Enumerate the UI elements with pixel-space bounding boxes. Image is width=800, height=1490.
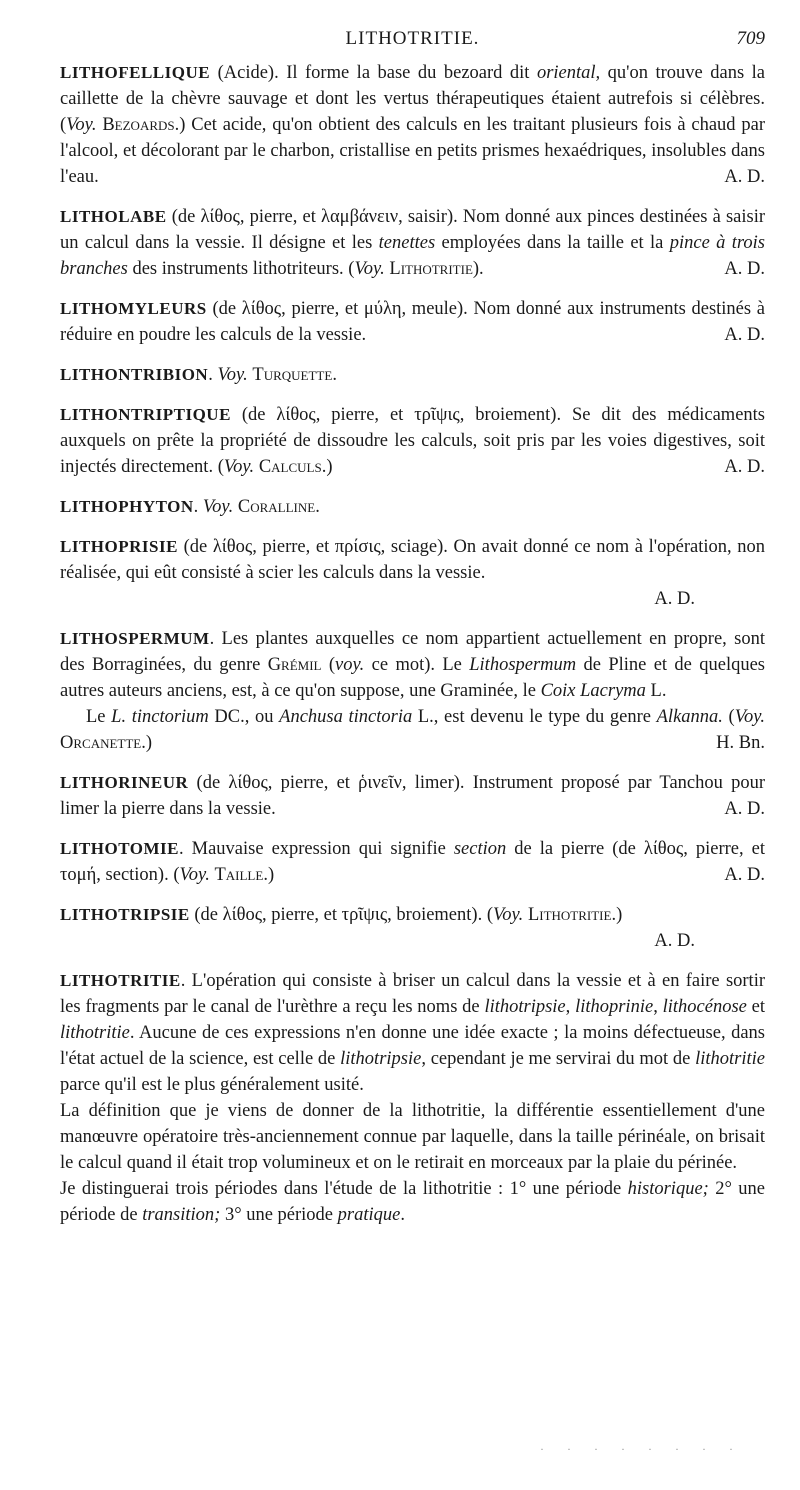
headword: LITHOMYLEURS: [60, 299, 207, 318]
entry-lithotomie: LITHOTOMIE. Mauvaise expression qui signifie section de la pierre (de λίθος, pierre, et τομή, section). (Voy. Taille.) A. D.: [60, 836, 765, 888]
author-signature: A. D.: [724, 325, 765, 345]
headword: LITHOPRISIE: [60, 537, 178, 556]
entry-lithomyleurs: LITHOMYLEURS (de λίθος, pierre, et μύλη, meule). Nom donné aux instruments destinés à réduire en poudre les calculs de la vessie. A. D.: [60, 296, 765, 348]
cross-reference: Lithotritie: [527, 905, 612, 925]
headword: LITHOTRIPSIE: [60, 905, 190, 924]
headword: LITHOTRITIE: [60, 971, 181, 990]
headword: LITHOTOMIE: [60, 839, 179, 858]
author-signature: A. D.: [724, 259, 765, 279]
author-signature: A. D.: [724, 457, 765, 477]
author-signature: A. D.: [724, 799, 765, 819]
entry-lithotripsie: LITHOTRIPSIE (de λίθος, pierre, et τρῖψις, broiement). (Voy. Lithotritie.) A. D.: [60, 905, 695, 951]
page-number: 709: [736, 28, 765, 49]
entry-litholabe: LITHOLABE (de λίθος, pierre, et λαμβάνειν, saisir). Nom donné aux pinces destinées à saisir un calcul dans la vessie. Il désigne et les tenettes employées dans la taille et la pince à trois branches des instruments lithotriteurs. (Voy. Lithotritie). A. D.: [60, 204, 765, 282]
entry-lithofellique: LITHOFELLIQUE (Acide). Il forme la base du bezoard dit oriental, qu'on trouve dans la caillette de la chèvre sauvage et dont les vertus thérapeutiques étaient autrefois si célèbres. (Voy. Bezoards.) Cet acide, qu'on obtient des calculs en les traitant plusieurs fois à chaud par l'alcool, et décolorant par le charbon, cristallise en petits prismes hexaédriques, insolubles dans l'eau. A. D.: [60, 60, 765, 190]
entry-lithorineur: LITHORINEUR (de λίθος, pierre, et ῥινεῖν, limer). Instrument proposé par Tanchou pour limer la pierre dans la vessie. A. D.: [60, 770, 765, 822]
entry-lithoprisie: LITHOPRISIE (de λίθος, pierre, et πρίσις, sciage). On avait donné ce nom à l'opération, non réalisée, qui eût consisté à scier les calculs dans la vessie. A. D.: [60, 537, 765, 609]
paragraph: Je distinguerai trois périodes dans l'étude de la lithotritie : 1° une période historique; 2° une période de transition; 3° une période pratique.: [60, 1179, 765, 1225]
headword: LITHOSPERMUM: [60, 629, 210, 648]
page-header: [60, 28, 765, 58]
entry-lithotritie: LITHOTRITIE. L'opération qui consiste à briser un calcul dans la vessie et à en faire sortir les fragments par le canal de l'urèthre a reçu les noms de lithotripsie, lithoprinie, lithocénose et lithotritie. Aucune de ces expressions n'en donne une idée exacte ; la moins défectueuse, dans l'état actuel de la science, est celle de lithotripsie, cependant je me servirai du mot de lithotritie parce qu'il est le plus généralement usité. La définition que je viens de donner de la lithotritie, la différentie essentiellement d'une manœuvre opératoire très-anciennement connue par laquelle, dans la taille périnéale, on brisait le calcul quand il était trop volumineux et on le retirait en morceaux par la plaie du périnée. Je distinguerai trois périodes dans l'étude de la lithotritie : 1° une période historique; 2° une période de transition; 3° une période pratique.: [60, 968, 765, 1228]
headword: LITHOPHYTON: [60, 497, 194, 516]
headword: LITHONTRIPTIQUE: [60, 405, 231, 424]
cross-reference: Calculs: [258, 457, 322, 477]
author-signature: A. D.: [724, 167, 765, 187]
cross-reference: Turquette: [252, 365, 333, 385]
entry-lithospermum: LITHOSPERMUM. Les plantes auxquelles ce nom appartient actuellement en propre, sont des Borraginées, du genre Grémil (voy. ce mot). Le Lithospermum de Pline et de quelques autres auteurs anciens, est, à ce qu'on suppose, une Graminée, le Coix Lacryma L. Le L. tinctorium DC., ou Anchusa tinctoria L., est devenu le type du genre Alkanna. (Voy. Orcanette.) H. Bn.: [60, 626, 765, 756]
headword: LITHOLABE: [60, 207, 167, 226]
author-signature: A. D.: [724, 865, 765, 885]
paragraph: La définition que je viens de donner de la lithotritie, la différentie essentiellement d'une manœuvre opératoire très-anciennement connue par laquelle, dans la taille périnéale, on brisait le calcul quand il était trop volumineux et on le retirait en morceaux par la plaie du périnée.: [60, 1101, 765, 1173]
headword: LITHONTRIBION: [60, 365, 209, 384]
author-signature: A. D.: [654, 931, 695, 951]
cross-reference: Lithotritie: [389, 259, 473, 279]
entry-lithontribion: LITHONTRIBION. Voy. Turquette.: [60, 365, 337, 385]
author-signature: A. D.: [654, 589, 695, 609]
author-signature: H. Bn.: [716, 733, 765, 753]
cross-reference: Taille: [214, 865, 264, 885]
running-title: LITHOTRITIE.: [345, 28, 480, 49]
entry-lithontriptique: LITHONTRIPTIQUE (de λίθος, pierre, et τρῖψις, broiement). Se dit des médicaments auxquels on prête la propriété de dissoudre les calculs, soit pris par les voies digestives, soit injectés directement. (Voy. Calculs.) A. D.: [60, 402, 765, 480]
headword: LITHOFELLIQUE: [60, 63, 211, 82]
cross-reference: Orcanette: [60, 733, 142, 753]
entry-lithophyton: LITHOPHYTON. Voy. Coralline.: [60, 497, 320, 517]
headword: LITHORINEUR: [60, 773, 189, 792]
cross-reference: Grémil: [267, 655, 322, 675]
page-content: [60, 60, 765, 1242]
cross-reference: Bezoards: [102, 115, 175, 135]
cross-reference: Coralline: [237, 497, 316, 517]
bleed-through-marks: · · · · · · · ·: [540, 1442, 743, 1456]
